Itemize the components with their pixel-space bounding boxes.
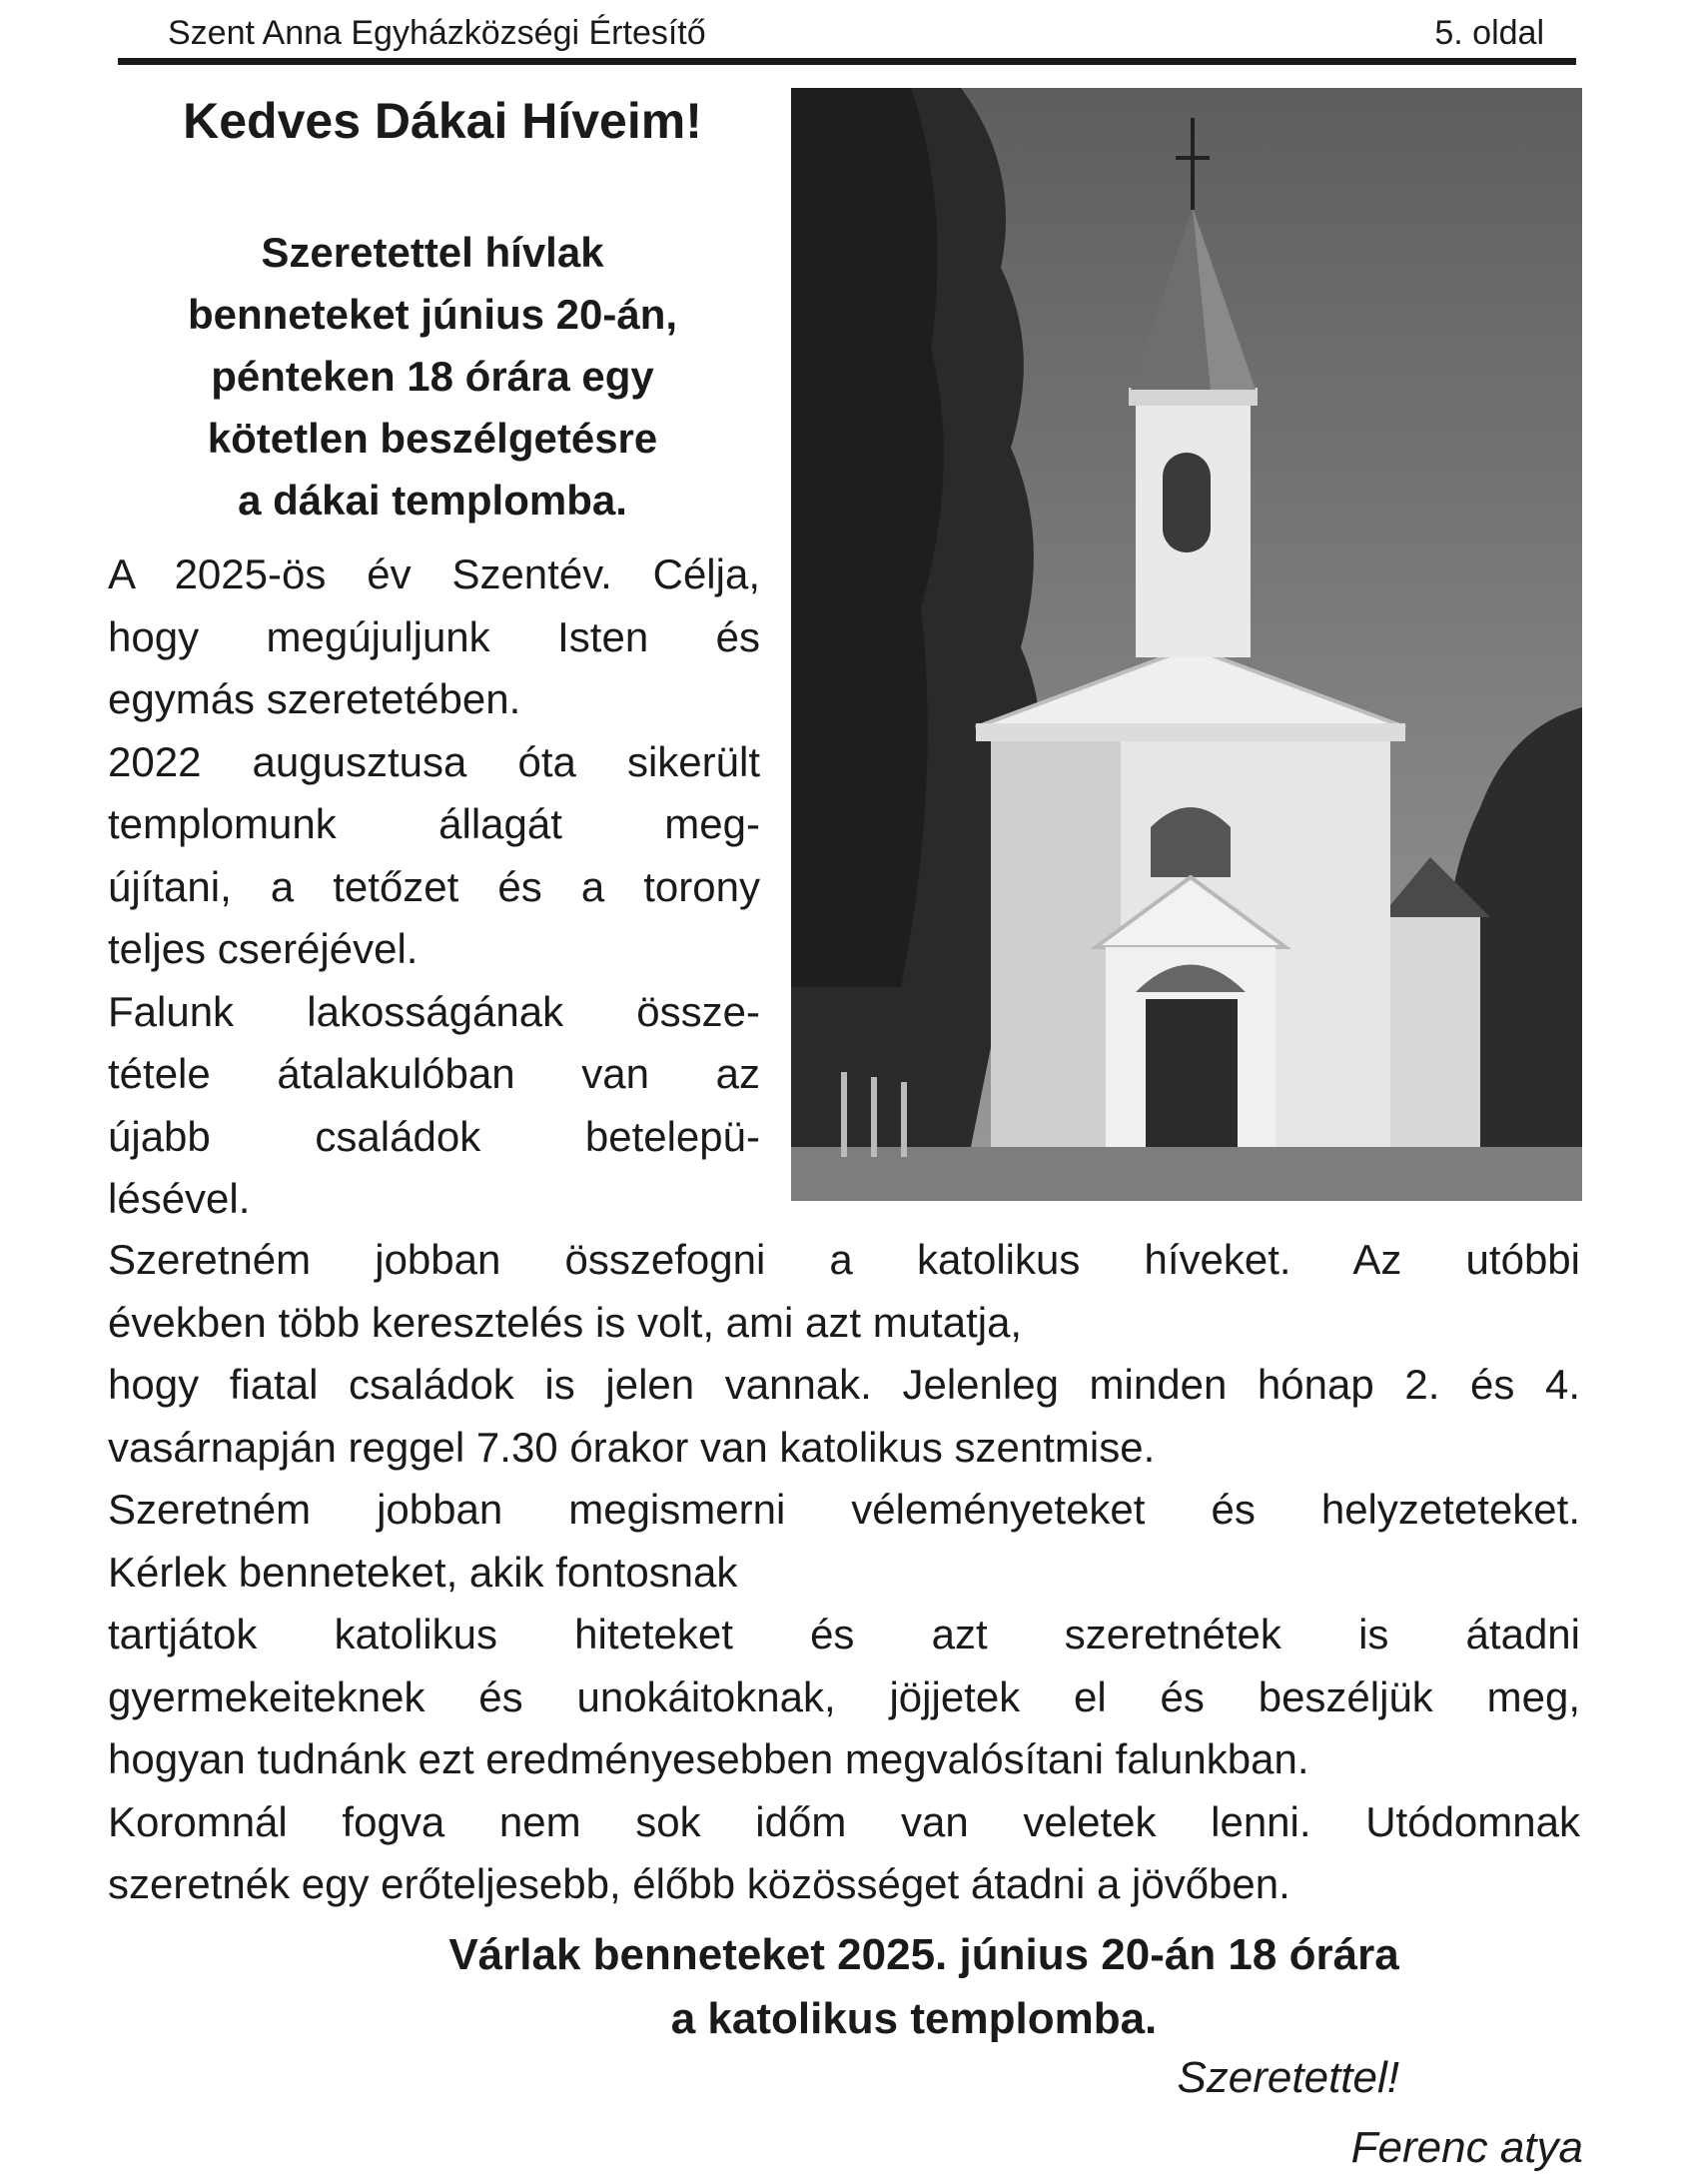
body-line: gyermekeiteknek és unokáitoknak, jöjjetek el és beszéljük meg, — [108, 1672, 1580, 1720]
body-line: vasárnapján reggel 7.30 órakor van katolikus szentmise. — [108, 1423, 1156, 1471]
body-line: templomunk állagát meg- — [108, 800, 760, 847]
invitation-line: benneteket június 20-án, — [187, 291, 678, 338]
closing-line: Várlak benneteket 2025. június 20-án 18 órára — [448, 1930, 1399, 1979]
closing-line: a katolikus templomba. — [670, 1994, 1158, 2043]
body-line: Koromnál fogva nem sok időm van veletek lenni. Utódomnak — [108, 1797, 1580, 1845]
body-line: A 2025-ös év Szentév. Célja, — [108, 550, 760, 597]
body-line: hogy megújuljunk Isten és — [108, 612, 760, 660]
body-line: lésével. — [108, 1175, 251, 1222]
publication-title: Szent Anna Egyházközségi Értesítő — [168, 14, 706, 52]
invitation-line: pénteken 18 órára egy — [211, 353, 654, 400]
church-illustration — [791, 88, 1582, 1201]
signature-name: Ferenc atya — [1350, 2123, 1583, 2172]
header-rule — [118, 58, 1576, 65]
body-line: teljes cseréjével. — [108, 925, 419, 972]
letter-title: Kedves Dákai Híveim! — [183, 93, 702, 149]
body-line: újítani, a tetőzet és a torony — [108, 862, 760, 910]
signature-greeting: Szeretettel! — [1177, 2053, 1399, 2102]
body-line: újabb családok betelepü- — [108, 1112, 760, 1160]
invitation-line: a dákai templomba. — [238, 477, 627, 524]
body-line: 2022 augusztusa óta sikerült — [108, 737, 760, 785]
body-line: hogy fiatal családok is jelen vannak. Jelenleg minden hónap 2. és 4. — [108, 1361, 1580, 1408]
body-line: szeretnék egy erőteljesebb, élőbb közösséget átadni a jövőben. — [108, 1860, 1290, 1907]
body-line: egymás szeretetében. — [108, 675, 521, 722]
invitation-line: Szeretettel hívlak — [261, 229, 604, 276]
body-line: hogyan tudnánk ezt eredményesebben megvalósítani falunkban. — [108, 1735, 1309, 1782]
body-line: tartjátok katolikus hiteteket és azt szeretnétek is átadni — [108, 1611, 1580, 1657]
page-number: 5. oldal — [1434, 14, 1544, 52]
invitation-block — [108, 222, 757, 532]
invitation-line: kötetlen beszélgetésre — [207, 415, 658, 462]
church-photo — [791, 88, 1582, 1201]
body-line: Szeretném jobban összefogni a katolikus híveket. Az utóbbi — [108, 1236, 1580, 1283]
body-line: években több keresztelés is volt, ami azt mutatja, — [108, 1298, 1023, 1346]
page-header — [118, 12, 1576, 60]
body-text-left-column — [108, 544, 760, 1231]
body-line: tétele átalakulóban van az — [108, 1050, 760, 1097]
body-line: Kérlek benneteket, akik fontosnak — [108, 1548, 738, 1596]
body-line: Falunk lakosságának össze- — [108, 987, 760, 1035]
body-line: Szeretném jobban megismerni véleményeteket és helyzeteteket. — [108, 1486, 1580, 1533]
closing-invitation — [108, 1923, 1580, 2051]
body-text-full-width — [108, 1229, 1580, 1916]
